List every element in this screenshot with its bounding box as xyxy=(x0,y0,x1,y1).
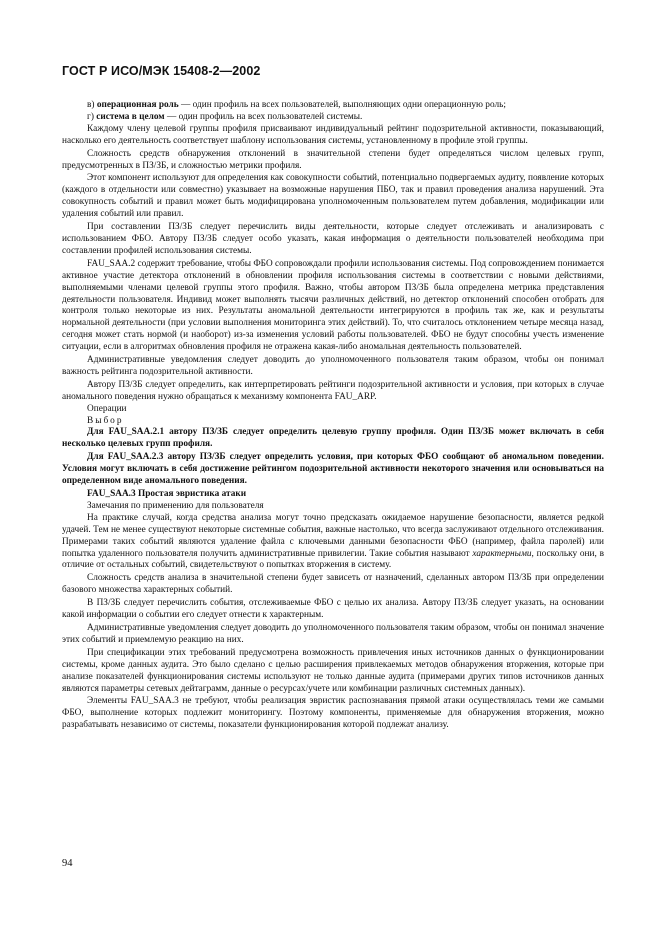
list-item-system-whole xyxy=(62,112,604,124)
italic-term: характерными xyxy=(472,548,532,559)
requirement-bold: Для FAU_SAA.2.1 автору ПЗ/ЗБ следует определить целевую группу профиля. Один ПЗ/ЗБ может включать в себя несколько целевых групп профиля. xyxy=(62,427,604,450)
paragraph: При составлении ПЗ/ЗБ следует перечислить виды деятельности, которые следует отслеживать и анализировать с использованием ФБО. Автору ПЗ/ЗБ следует особо указать, какая информация о деятельности пользователей необходима при составлении профилей использования системы. xyxy=(62,222,604,256)
section-label-notes: Замечания по применению для пользователя xyxy=(87,500,264,511)
paragraph: Сложность средств обнаружения отклонений в значительной степени будет определяться числом целевых групп, предусмотренных в ПЗ/ЗБ, и сложностью метрики профиля. xyxy=(62,148,604,171)
document-body xyxy=(62,100,604,732)
term-bold: операционная роль xyxy=(96,100,179,110)
term-definition: — один профиль на всех пользователей, выполняющих одни операционную роль; xyxy=(178,100,506,110)
paragraph: Административные уведомления следует доводить до уполномоченного пользователя таким образом, чтобы он понимал важность рейтинга подозрительной активности. xyxy=(62,355,604,377)
text-run: , поскольку они, в отличие от остальных событий, свидетельствуют о попытках вторжения в систему. xyxy=(62,548,604,571)
paragraph: Каждому члену целевой группы профиля присваивают индивидуальный рейтинг подозрительной активности, показывающий, насколько его деятельность соответствует шаблону использования системы, установленному в профиле этой группы. xyxy=(62,123,604,146)
paragraph xyxy=(62,513,604,573)
paragraph: В ПЗ/ЗБ следует перечислить события, отслеживаемые ФБО с целью их анализа. Автору ПЗ/ЗБ следует указать, на основании какой информации о событии его следует отнести к характерным. xyxy=(62,598,604,621)
list-marker: в) xyxy=(87,100,97,110)
term-bold: система в целом xyxy=(96,111,165,122)
paragraph: Этот компонент используют для определения как совокупности событий, потенциально подвергаемых аудиту, появление которых (каждого в отдельности или совместно) указывает на возможные нарушения ПБО, так и правил проведения анализа нарушений. Эта совокупность событий и правил может быть модифицирована уполномоченным пользователем путем добавления, модификации или удаления событий или правил. xyxy=(62,173,604,220)
section-label-selection: Выбор xyxy=(87,415,124,426)
paragraph: Автору ПЗ/ЗБ следует определить, как интерпретировать рейтинги подозрительной активности и условия, при которых в случае аномального поведения нужно обращаться к механизму компонента FAU_ARP. xyxy=(62,379,604,402)
paragraph: FAU_SAA.2 содержит требование, чтобы ФБО сопровождали профили использования системы. Под сопровождением понимается активное участие детектора отклонений в обновлении профиля использования системы в соответствии с новыми действиями, выполняемыми членами целевой группы этого профиля. Важно, чтобы автором ПЗ/ЗБ была определена метрика представления деятельности пользователя. Индивид может выполнять тысячи различных действий, но детектор отклонений способен отобрать для контроля только некоторые из них. Результаты аномальной деятельности интегрируются в профиль так же, как и результаты нормальной деятельности (при условии выполнения мониторинга этих действий). То, что считалось отклонением четыре месяца назад, сегодня может стать нормой (и наоборот) из-за изменения условий работы пользователей. ФБО не будут способны учесть изменение ситуации, если в алгоритмах обновления профиля не отражена какая-либо аномальная деятельность пользователей. xyxy=(62,258,604,353)
list-marker: г) xyxy=(87,111,97,122)
requirement-bold: Для FAU_SAA.2.3 автору ПЗ/ЗБ следует определить условия, при которых ФБО сообщают об аномальном поведении. Условия могут включать в себя достижение рейтингом подозрительной активности некоторого значения или основываться на определенном виде аномального поведения. xyxy=(62,452,604,487)
page-number: 94 xyxy=(62,858,73,869)
paragraph: Элементы FAU_SAA.3 не требуют, чтобы реализация эвристик распознавания прямой атаки осуществлялась теми же самыми ФБО, выполнение которых подлежит мониторингу. Поэтому компоненты, применяемые для обнаружения вторжения, можно разрабатывать независимо от системы, показатели функционирования которой подлежат анализу. xyxy=(62,696,604,731)
paragraph: При спецификации этих требований предусмотрена возможность привлечения иных источников данных о функционировании системы, кроме данных аудита. Это было сделано с целью расширения привлекаемых методов обнаружения вторжения, которые при анализе показателей функционирования системы используют не только данные аудита (примерами других типов источников данных являются параметры сетевых дейтаграмм, данные о ресурсах/учете или комбинации различных системных данных). xyxy=(62,647,604,694)
text-run: На практике случай, когда средства анализа могут точно предсказать ожидаемое нарушение безопасности, является редкой удачей. Тем не менее существуют некоторые системные события, важные настолько, что всегда заслуживают отдельного отслеживания. Примерами таких событий являются удаление файла с ключевыми данными безопасности ФБО (например, файла паролей) или попытка удаленного пользователя получить административные привилегии. Такие события называют xyxy=(62,512,604,559)
term-definition: — один профиль на всех пользователей системы. xyxy=(164,111,363,122)
paragraph: Административные уведомления следует доводить до уполномоченного пользователя таким образом, чтобы он понимал значение этих событий и приемлемую реакцию на них. xyxy=(62,622,604,645)
list-item-operational-role xyxy=(62,100,604,112)
paragraph: Сложность средств анализа в значительной степени будет зависеть от назначений, сделанных автором ПЗ/ЗБ при определении базового множества характерных событий. xyxy=(62,573,604,596)
component-heading: FAU_SAA.3 Простая эвристика атаки xyxy=(87,489,247,499)
document-header: ГОСТ Р ИСО/МЭК 15408-2—2002 xyxy=(62,64,261,78)
section-label-operations: Операции xyxy=(87,403,127,414)
